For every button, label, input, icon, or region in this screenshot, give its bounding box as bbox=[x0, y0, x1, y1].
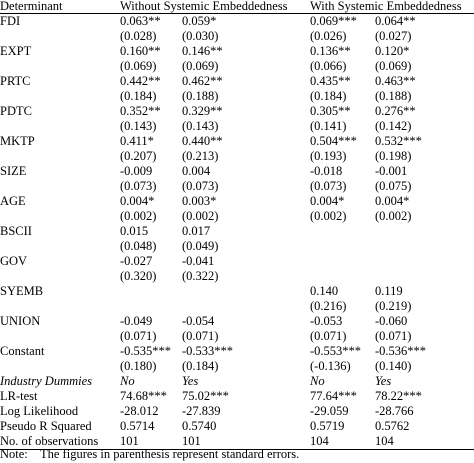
table-cell: (0.219) bbox=[375, 299, 412, 313]
table-cell: (0.180) bbox=[120, 359, 157, 373]
table-cell: -0.553*** bbox=[310, 344, 362, 358]
determinant-header: Determinant bbox=[0, 0, 120, 14]
table-cell: -0.009 bbox=[120, 164, 153, 178]
table-cell: (-0.136) bbox=[310, 359, 351, 373]
table-cell: 0.5740 bbox=[182, 419, 217, 433]
table-cell: (0.069) bbox=[182, 59, 219, 73]
table-cell: (0.028) bbox=[120, 29, 157, 43]
table-cell: No bbox=[120, 374, 135, 388]
table-cell: -0.053 bbox=[310, 314, 343, 328]
table-note bbox=[0, 447, 299, 462]
table-row bbox=[0, 14, 474, 30]
table-cell: (0.198) bbox=[375, 149, 412, 163]
table-row bbox=[0, 104, 474, 119]
table-cell: 0.160** bbox=[120, 44, 161, 58]
without-systemic-embeddedness-header: Without Systemic Embeddedness bbox=[120, 0, 310, 14]
table-row bbox=[0, 299, 474, 314]
table-cell: 0.017 bbox=[182, 224, 211, 238]
row-label: FDI bbox=[0, 14, 21, 28]
table-cell: (0.026) bbox=[310, 29, 347, 43]
table-cell: (0.071) bbox=[120, 329, 157, 343]
table-cell bbox=[375, 239, 474, 254]
table-cell: (0.048) bbox=[120, 239, 157, 253]
table-cell: 0.064** bbox=[375, 14, 416, 28]
table-cell: -0.536*** bbox=[375, 344, 427, 358]
row-label bbox=[0, 179, 120, 194]
table-cell bbox=[375, 269, 474, 284]
row-label: Pseudo R Squared bbox=[0, 419, 92, 433]
table-cell: 0.004* bbox=[120, 194, 155, 208]
table-cell: (0.049) bbox=[182, 239, 219, 253]
row-label: PDTC bbox=[0, 104, 32, 118]
table-cell: (0.002) bbox=[375, 209, 412, 223]
table-cell: 0.003* bbox=[182, 194, 217, 208]
table-cell: 0.004* bbox=[375, 194, 410, 208]
row-label: Log Likelihood bbox=[0, 404, 79, 418]
table-cell: -0.535*** bbox=[120, 344, 172, 358]
table-row bbox=[0, 239, 474, 254]
table-cell: 0.352** bbox=[120, 104, 161, 118]
row-label: UNION bbox=[0, 314, 41, 328]
table-cell: 0.146** bbox=[182, 44, 223, 58]
table-cell: (0.213) bbox=[182, 149, 219, 163]
table-cell: 0.305** bbox=[310, 104, 351, 118]
table-row bbox=[0, 269, 474, 284]
table-body bbox=[0, 14, 474, 450]
table-cell: (0.071) bbox=[375, 329, 412, 343]
table-cell bbox=[375, 224, 474, 239]
table-cell: (0.188) bbox=[182, 89, 219, 103]
table-cell: (0.073) bbox=[120, 179, 157, 193]
table-cell: 104 bbox=[310, 434, 375, 450]
table-cell: 74.68*** bbox=[120, 389, 167, 403]
table-cell: -28.766 bbox=[375, 404, 414, 418]
table-cell: (0.184) bbox=[310, 89, 347, 103]
table-row bbox=[0, 359, 474, 374]
table-cell: (0.071) bbox=[310, 329, 347, 343]
row-label: BSCII bbox=[0, 224, 32, 238]
table-row bbox=[0, 134, 474, 149]
table-row bbox=[0, 29, 474, 44]
table-cell bbox=[310, 254, 375, 269]
row-label bbox=[0, 329, 120, 344]
table-cell: 0.440** bbox=[182, 134, 223, 148]
table-row bbox=[0, 314, 474, 329]
table-cell: Yes bbox=[375, 374, 392, 388]
table-cell: -0.001 bbox=[375, 164, 408, 178]
table-cell: 0.004 bbox=[182, 164, 211, 178]
table-row bbox=[0, 44, 474, 59]
table-cell: 0.140 bbox=[310, 284, 339, 298]
row-label: LR-test bbox=[0, 389, 38, 403]
table-header-row bbox=[0, 0, 474, 14]
table-cell: -0.027 bbox=[120, 254, 153, 268]
table-row bbox=[0, 419, 474, 434]
table-row bbox=[0, 119, 474, 134]
table-cell: (0.002) bbox=[182, 209, 219, 223]
row-label bbox=[0, 209, 120, 224]
table-cell: 0.5719 bbox=[310, 419, 345, 433]
table-row bbox=[0, 329, 474, 344]
table-cell: (0.143) bbox=[182, 119, 219, 133]
table-cell bbox=[182, 299, 310, 314]
table-cell: 104 bbox=[375, 434, 474, 450]
table-cell: (0.320) bbox=[120, 269, 157, 283]
table-cell: (0.184) bbox=[120, 89, 157, 103]
table-cell: -29.059 bbox=[310, 404, 349, 418]
table-cell bbox=[182, 284, 310, 299]
table-cell: 0.504*** bbox=[310, 134, 357, 148]
table-cell bbox=[375, 254, 474, 269]
table-cell: (0.002) bbox=[310, 209, 347, 223]
row-label bbox=[0, 149, 120, 164]
with-systemic-embeddedness-header: With Systemic Embeddedness bbox=[310, 0, 474, 14]
table-cell: (0.140) bbox=[375, 359, 412, 373]
table-cell: (0.030) bbox=[182, 29, 219, 43]
table-cell: (0.143) bbox=[120, 119, 157, 133]
row-label bbox=[0, 29, 120, 44]
table-row bbox=[0, 389, 474, 404]
table-cell: Yes bbox=[182, 374, 199, 388]
table-row bbox=[0, 179, 474, 194]
table-cell: 0.442** bbox=[120, 74, 161, 88]
table-cell: (0.073) bbox=[182, 179, 219, 193]
table-cell: -0.533*** bbox=[182, 344, 234, 358]
row-label: PRTC bbox=[0, 74, 31, 88]
table-row bbox=[0, 59, 474, 74]
row-label: Industry Dummies bbox=[0, 374, 93, 388]
table-cell: (0.066) bbox=[310, 59, 347, 73]
table-cell: 0.136** bbox=[310, 44, 351, 58]
table-cell: 101 bbox=[182, 434, 310, 450]
row-label: EXPT bbox=[0, 44, 32, 58]
table-cell: 78.22*** bbox=[375, 389, 422, 403]
table-cell: 0.069*** bbox=[310, 14, 357, 28]
row-label bbox=[0, 119, 120, 134]
table-cell bbox=[310, 224, 375, 239]
table-cell: (0.141) bbox=[310, 119, 347, 133]
note-text: The figures in parenthesis represent standard errors. bbox=[40, 447, 300, 461]
table-cell: 0.5762 bbox=[375, 419, 410, 433]
table-cell: (0.184) bbox=[182, 359, 219, 373]
table-cell: 0.329** bbox=[182, 104, 223, 118]
table-cell: 0.276** bbox=[375, 104, 416, 118]
table-cell: (0.002) bbox=[120, 209, 157, 223]
table-row bbox=[0, 284, 474, 299]
table-row bbox=[0, 209, 474, 224]
row-label: SYEMB bbox=[0, 284, 44, 298]
table-cell: 77.64*** bbox=[310, 389, 357, 403]
row-label bbox=[0, 299, 120, 314]
row-label: GOV bbox=[0, 254, 28, 268]
table-cell bbox=[120, 284, 182, 299]
row-label bbox=[0, 239, 120, 254]
table-cell: -0.060 bbox=[375, 314, 408, 328]
table-cell: 0.532*** bbox=[375, 134, 422, 148]
table-cell bbox=[120, 299, 182, 314]
row-label: Constant bbox=[0, 344, 45, 358]
table-cell: 0.435** bbox=[310, 74, 351, 88]
table-cell: 0.5714 bbox=[120, 419, 155, 433]
row-label bbox=[0, 89, 120, 104]
table-cell: 0.411* bbox=[120, 134, 154, 148]
table-row bbox=[0, 149, 474, 164]
table-cell: (0.073) bbox=[310, 179, 347, 193]
table-row bbox=[0, 164, 474, 179]
table-row bbox=[0, 89, 474, 104]
table-row bbox=[0, 224, 474, 239]
table-cell: 0.015 bbox=[120, 224, 149, 238]
note-label: Note: bbox=[0, 447, 28, 461]
table-cell: (0.216) bbox=[310, 299, 347, 313]
table-cell: 0.059* bbox=[182, 14, 217, 28]
table-row bbox=[0, 194, 474, 209]
table-cell: 101 bbox=[120, 434, 182, 450]
table-row bbox=[0, 404, 474, 419]
table-cell: -0.018 bbox=[310, 164, 343, 178]
table-cell: 0.463** bbox=[375, 74, 416, 88]
row-label: No. of observations bbox=[0, 434, 120, 450]
table-cell: (0.071) bbox=[182, 329, 219, 343]
table-cell: (0.069) bbox=[375, 59, 412, 73]
table-cell: -27.839 bbox=[182, 404, 221, 418]
table-row bbox=[0, 254, 474, 269]
table-cell: (0.322) bbox=[182, 269, 219, 283]
table-cell: -0.041 bbox=[182, 254, 215, 268]
table-row bbox=[0, 374, 474, 389]
row-label: MKTP bbox=[0, 134, 35, 148]
table-cell: (0.207) bbox=[120, 149, 157, 163]
row-label bbox=[0, 269, 120, 284]
table-cell: 0.119 bbox=[375, 284, 403, 298]
table-cell bbox=[310, 239, 375, 254]
table-row bbox=[0, 74, 474, 89]
row-label bbox=[0, 359, 120, 374]
table-cell: 0.120* bbox=[375, 44, 410, 58]
table-cell: (0.142) bbox=[375, 119, 412, 133]
table-cell: No bbox=[310, 374, 325, 388]
row-label: AGE bbox=[0, 194, 26, 208]
table-cell: (0.069) bbox=[120, 59, 157, 73]
table-cell: (0.193) bbox=[310, 149, 347, 163]
table-cell: 75.02*** bbox=[182, 389, 229, 403]
row-label: SIZE bbox=[0, 164, 27, 178]
table-cell: 0.063** bbox=[120, 14, 161, 28]
row-label bbox=[0, 59, 120, 74]
table-cell: 0.004* bbox=[310, 194, 345, 208]
table-cell: (0.075) bbox=[375, 179, 412, 193]
table-cell: -0.049 bbox=[120, 314, 153, 328]
table-row bbox=[0, 344, 474, 359]
table-cell: 0.462** bbox=[182, 74, 223, 88]
table-cell bbox=[310, 269, 375, 284]
table-cell: (0.027) bbox=[375, 29, 412, 43]
table-cell: -28.012 bbox=[120, 404, 159, 418]
table-cell: -0.054 bbox=[182, 314, 215, 328]
table-cell: (0.188) bbox=[375, 89, 412, 103]
